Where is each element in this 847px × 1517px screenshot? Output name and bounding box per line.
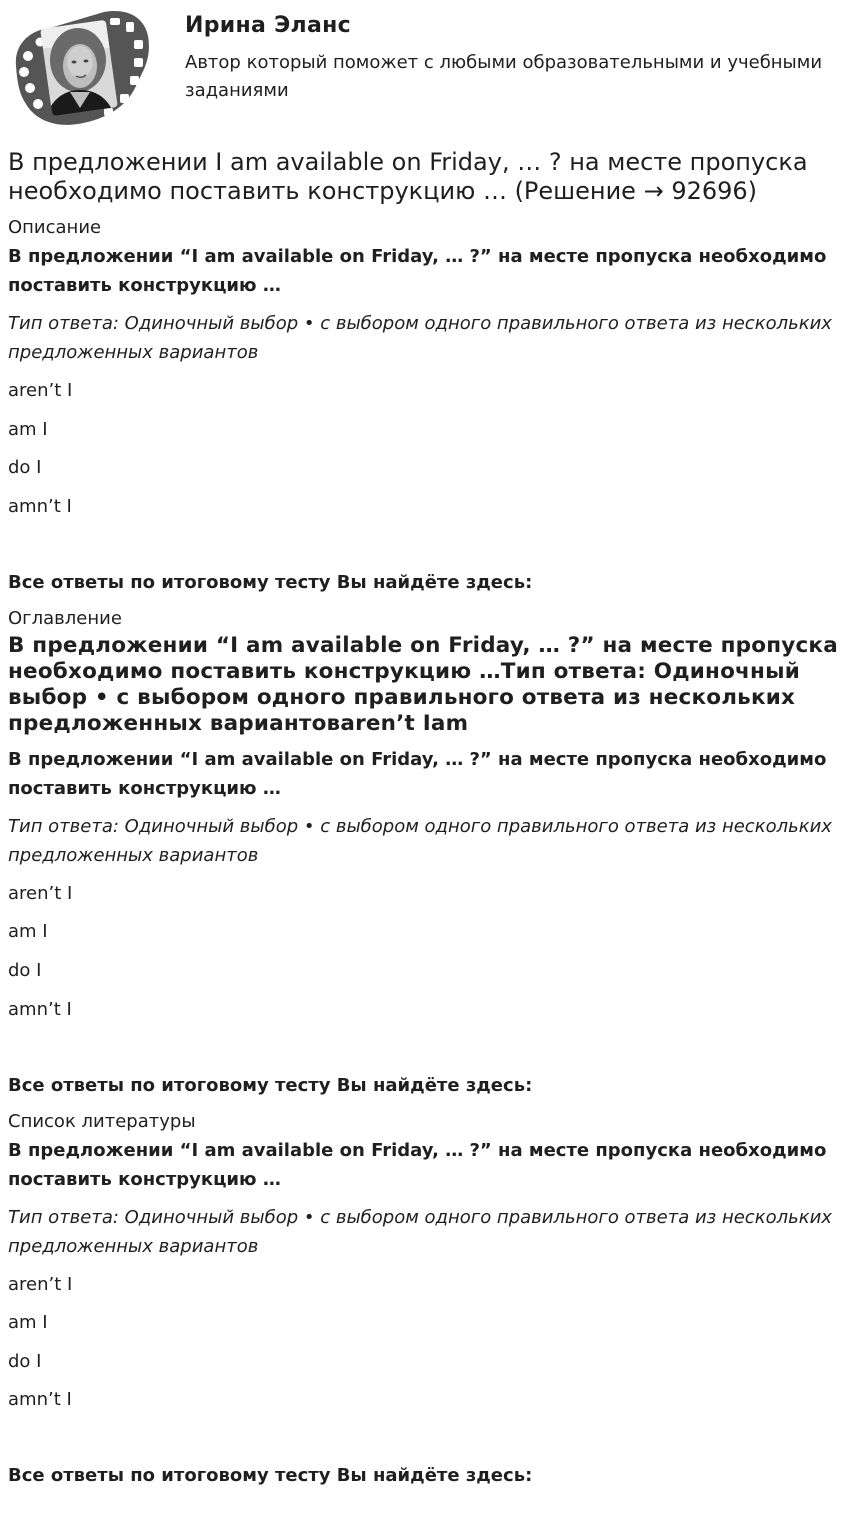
option-item: amn’t I (8, 998, 72, 1020)
option-item: aren’t I (8, 882, 73, 904)
section-label-toc: Оглавление (8, 607, 122, 629)
author-avatar-icon (8, 8, 150, 126)
main-content (0, 148, 847, 1490)
option-item: am I (8, 921, 48, 943)
options-list (8, 376, 839, 521)
author-card (0, 0, 847, 138)
options-list (8, 1270, 839, 1415)
option-item: amn’t I (8, 1389, 72, 1411)
section-label-literature: Список литературы (8, 1110, 196, 1132)
option-item: aren’t I (8, 380, 73, 401)
answer-type-text: Тип ответа: Одиночный выбор • с выбором одного правильного ответа из нескольких предложенных вариантов (8, 313, 832, 363)
author-bio: Автор который поможет с любыми образовательными и учебными заданиями (185, 52, 823, 101)
options-list (8, 879, 839, 1024)
option-item: am I (8, 418, 48, 440)
section-label-description: Описание (8, 217, 102, 238)
option-item: do I (8, 959, 42, 981)
answer-type-text: Тип ответа: Одиночный выбор • с выбором одного правильного ответа из нескольких предложенных вариантов (8, 815, 832, 866)
author-name: Ирина Эланс (185, 13, 351, 38)
question-text: В предложении “I am available on Friday, … ?” на месте пропуска необходимо поставить конструкцию … (8, 748, 827, 799)
all-answers-text: Все ответы по итоговому тесту Вы найдёте здесь: (8, 1465, 533, 1487)
page-title: В предложении I am available on Friday, … ? на месте пропуска необходимо поставить конструкцию … (Решение → 92696) (8, 148, 808, 205)
literature-section (8, 1109, 839, 1491)
description-section (8, 215, 839, 597)
question-text: В предложении “I am available on Friday, … ?” на месте пропуска необходимо поставить конструкцию … (8, 1139, 827, 1190)
option-item: do I (8, 457, 42, 479)
toc-section (8, 606, 839, 1100)
option-item: am I (8, 1312, 48, 1334)
question-text: В предложении “I am available on Friday, … ?” на месте пропуска необходимо поставить конструкцию … (8, 246, 827, 296)
option-item: aren’t I (8, 1273, 73, 1295)
option-item: amn’t I (8, 495, 72, 517)
option-item: do I (8, 1350, 42, 1372)
toc-heading: В предложении “I am available on Friday, … ?” на месте пропуска необходимо поставить конструкцию …Тип ответа: Одиночный выбор • с выбором одного правильного ответа из нескольких предложенных вариантоваren’t Iam (8, 632, 838, 736)
answer-type-text: Тип ответа: Одиночный выбор • с выбором одного правильного ответа из нескольких предложенных вариантов (8, 1206, 832, 1257)
all-answers-text: Все ответы по итоговому тесту Вы найдёте здесь: (8, 1074, 533, 1096)
all-answers-text: Все ответы по итоговому тесту Вы найдёте здесь: (8, 571, 533, 593)
